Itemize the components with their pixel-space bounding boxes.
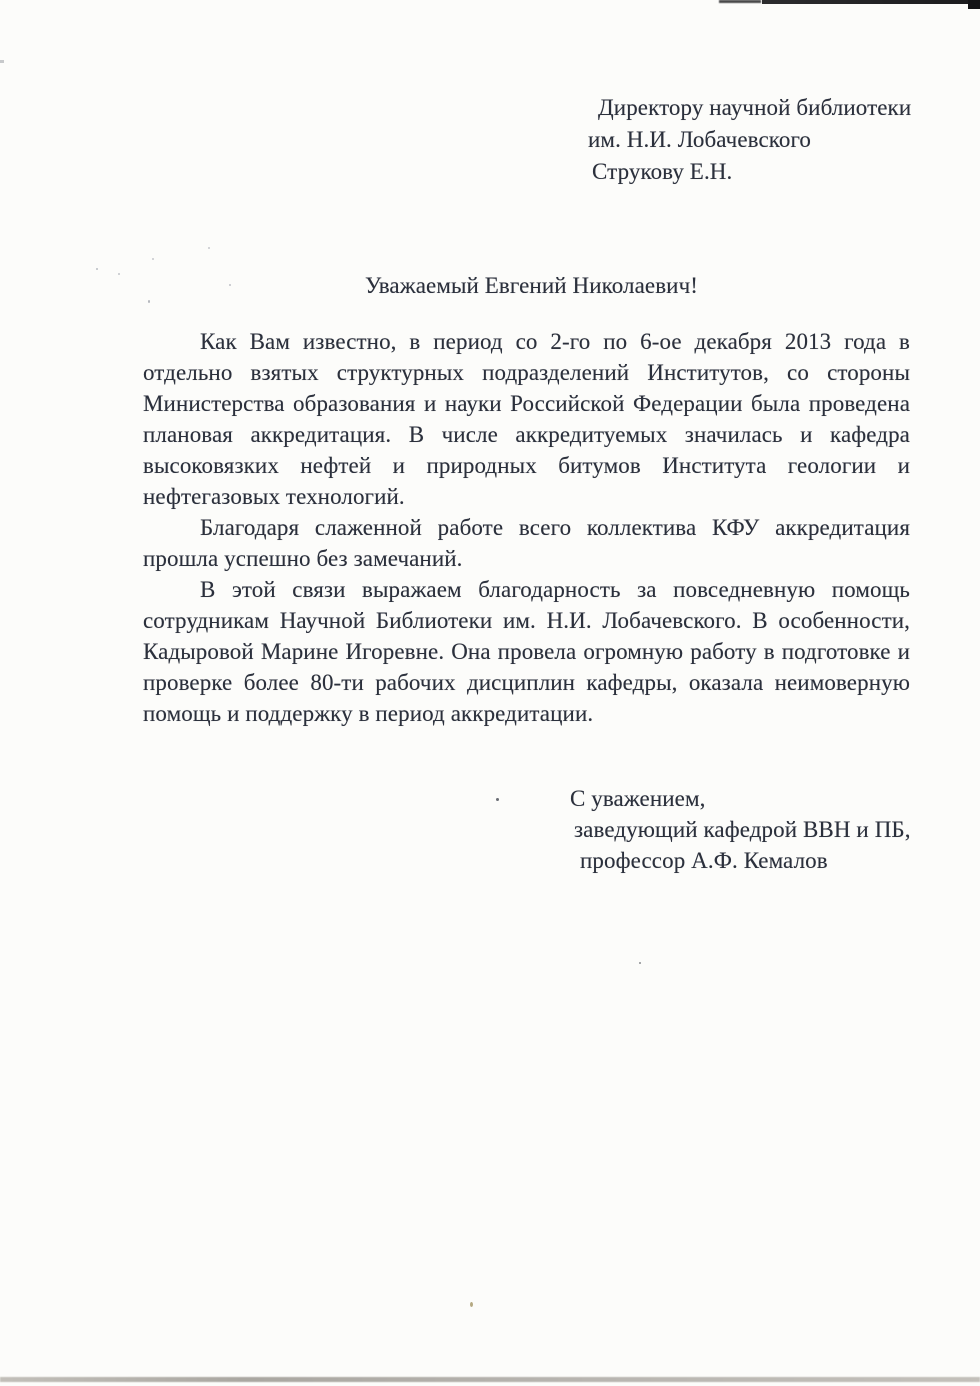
recipient-block bbox=[588, 92, 948, 188]
signature-block bbox=[570, 783, 950, 876]
scan-noise-dot bbox=[208, 247, 210, 249]
scan-noise-dot bbox=[152, 258, 154, 260]
salutation: Уважаемый Евгений Николаевич! bbox=[364, 273, 699, 298]
scan-artifact-top-strip-long bbox=[762, 0, 980, 4]
body-line: Благодаря слаженной работе всего коллектива КФУ аккредитация bbox=[200, 515, 910, 540]
scan-artifact-top-strip-short bbox=[719, 0, 761, 3]
scan-noise-dot bbox=[96, 268, 98, 270]
body-line: Министерства образования и науки Российской Федерации была проведена bbox=[143, 391, 910, 416]
scan-noise-dot bbox=[118, 273, 120, 275]
scan-speck bbox=[639, 962, 641, 964]
scan-speck bbox=[470, 1302, 473, 1307]
body-line: помощь и поддержку в период аккредитации. bbox=[143, 701, 594, 726]
scan-artifact-top-right-corner bbox=[968, 0, 980, 9]
scan-speck bbox=[0, 60, 4, 63]
body-line: сотрудникам Научной Библиотеки им. Н.И. Лобачевского. В особенности, bbox=[143, 608, 910, 633]
scan-artifact-bottom-band bbox=[0, 1377, 980, 1382]
body-line: нефтегазовых технологий. bbox=[143, 484, 405, 509]
body-line: Кадыровой Марине Игоревне. Она провела огромную работу в подготовке и bbox=[143, 639, 910, 664]
body-line: высоковязких нефтей и природных битумов Института геологии и bbox=[143, 453, 910, 478]
signature-name: профессор А.Ф. Кемалов bbox=[580, 848, 828, 873]
recipient-line: им. Н.И. Лобачевского bbox=[588, 127, 812, 152]
signature-closing: С уважением, bbox=[570, 786, 706, 811]
scan-speck bbox=[496, 798, 499, 801]
recipient-line: Директору научной библиотеки bbox=[598, 95, 912, 120]
recipient-line: Струкову Е.Н. bbox=[592, 159, 733, 184]
signature-title: заведующий кафедрой ВВН и ПБ, bbox=[574, 817, 911, 842]
body-line: проверке более 80-ти рабочих дисциплин кафедры, оказала неимоверную bbox=[143, 670, 910, 695]
body-line: плановая аккредитация. В числе аккредитуемых значилась и кафедра bbox=[143, 422, 910, 447]
body-line: отдельно взятых структурных подразделений Институтов, со стороны bbox=[143, 360, 910, 385]
body-line: В этой связи выражаем благодарность за повседневную помощь bbox=[200, 577, 910, 602]
letter-body bbox=[143, 326, 910, 729]
body-line: Как Вам известно, в период со 2-го по 6-ое декабря 2013 года в bbox=[200, 329, 910, 354]
body-line: прошла успешно без замечаний. bbox=[143, 546, 463, 571]
